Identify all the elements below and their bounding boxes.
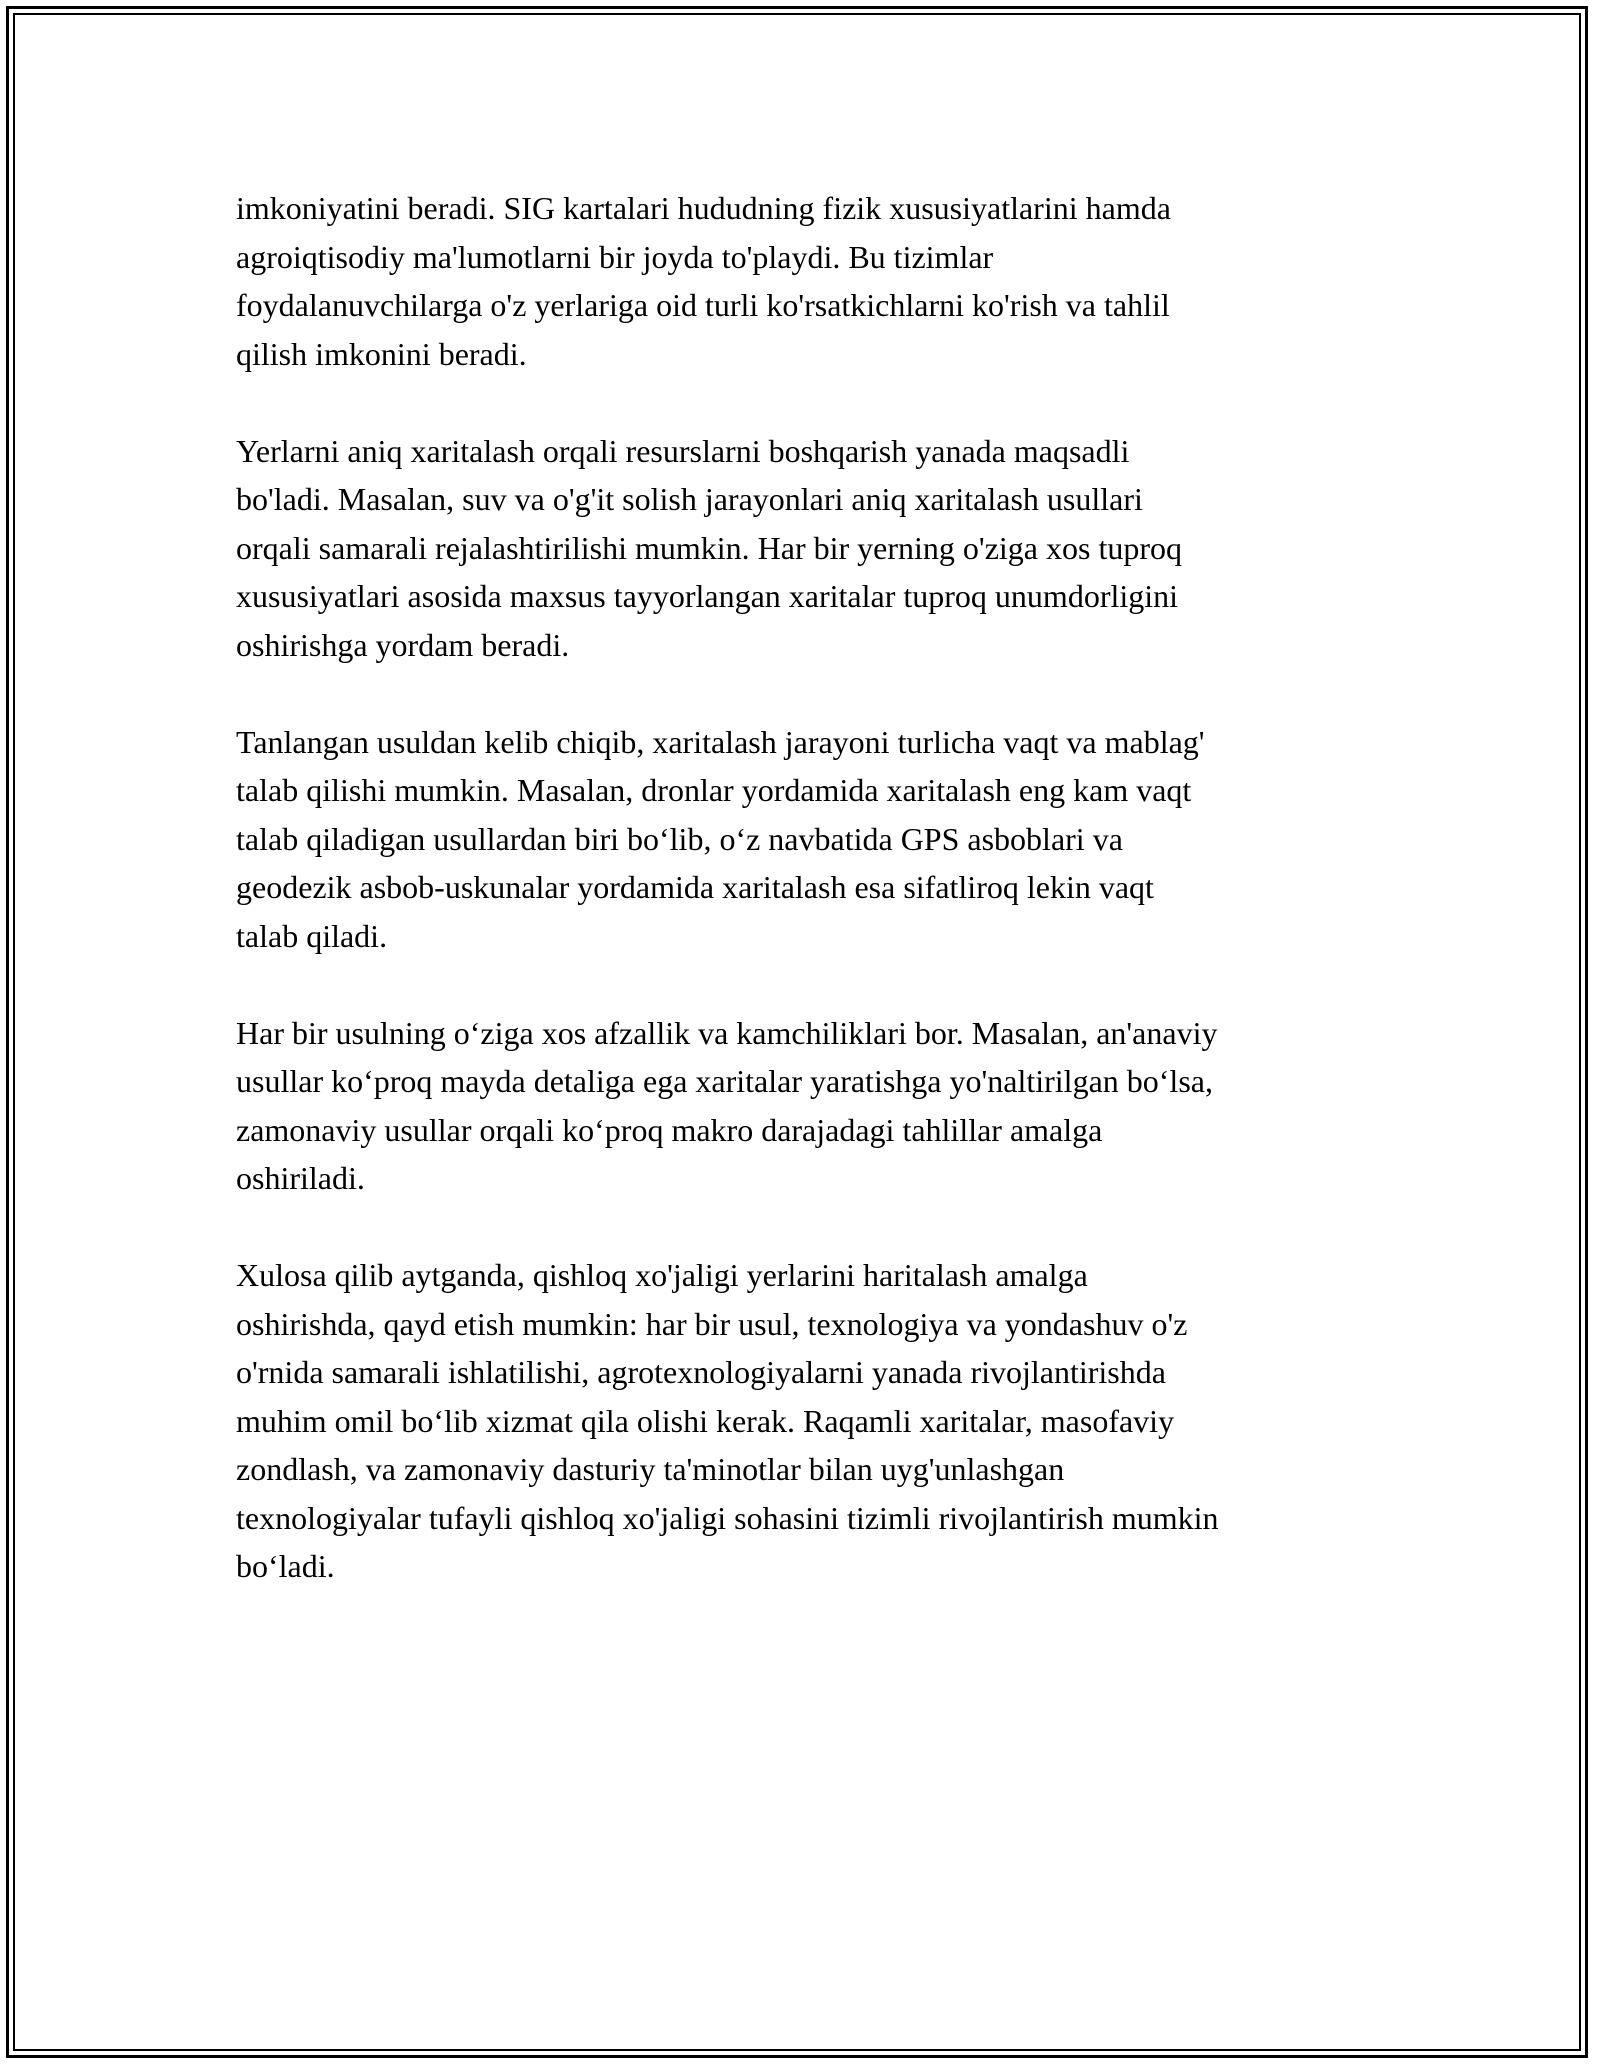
text-line: orqali samarali rejalashtirilishi mumkin. Har bir yerning o'ziga xos tuproq <box>236 529 1182 566</box>
text-line: Xulosa qilib aytganda, qishloq xo'jaligi yerlarini haritalash amalga <box>236 1257 1088 1293</box>
text-line: Tanlangan usuldan kelib chiqib, xaritalash jarayoni turlicha vaqt va mablag' <box>236 723 1205 760</box>
text-line: bo‘ladi. <box>236 1548 335 1584</box>
text-line: usullar ko‘proq mayda detaliga ega xaritalar yaratishga yo'naltirilgan bo‘lsa, <box>236 1063 1213 1099</box>
text-line: texnologiyalar tufayli qishloq xo'jaligi sohasini tizimli rivojlantirish mumkin <box>236 1499 1219 1536</box>
paragraph-1 <box>236 184 1386 378</box>
text-line: qilish imkonini beradi. <box>236 335 527 372</box>
document-body <box>236 184 1386 1639</box>
text-line: talab qilishi mumkin. Masalan, dronlar yordamida xaritalash eng kam vaqt <box>236 772 1192 808</box>
text-line: Har bir usulning o‘ziga xos afzallik va kamchiliklari bor. Masalan, an'anaviy <box>236 1014 1218 1051</box>
paragraph-2 <box>236 427 1386 670</box>
paragraph-5 <box>236 1251 1386 1591</box>
text-line: oshiriladi. <box>236 1160 365 1196</box>
text-line: bo'ladi. Masalan, suv va o'g'it solish jarayonlari aniq xaritalash usullari <box>236 481 1143 517</box>
text-line: talab qiladi. <box>236 917 388 954</box>
text-line: zamonaviy usullar orqali ko‘proq makro darajadagi tahlillar amalga <box>236 1111 1103 1148</box>
text-line: zondlash, va zamonaviy dasturiy ta'minotlar bilan uyg'unlashgan <box>236 1451 1065 1487</box>
text-line: oshirishda, qayd etish mumkin: har bir usul, texnologiya va yondashuv o'z <box>236 1305 1188 1342</box>
text-line: imkoniyatini beradi. SIG kartalari hududning fizik xususiyatlarini hamda <box>236 190 1171 226</box>
text-line: xususiyatlari asosida maxsus tayyorlangan xaritalar tuproq unumdorligini <box>236 578 1179 614</box>
paragraph-3 <box>236 718 1386 961</box>
text-line: muhim omil bo‘lib xizmat qila olishi kerak. Raqamli xaritalar, masofaviy <box>236 1402 1175 1439</box>
text-line: talab qiladigan usullardan biri bo‘lib, o‘z navbatida GPS asboblari va <box>236 820 1123 857</box>
text-line: Yerlarni aniq xaritalash orqali resurslarni boshqarish yanada maqsadli <box>236 432 1130 469</box>
paragraph-4 <box>236 1009 1386 1203</box>
text-line: o'rnida samarali ishlatilishi, agrotexnologiyalarni yanada rivojlantirishda <box>236 1354 1166 1390</box>
text-line: agroiqtisodiy ma'lumotlarni bir joyda to'playdi. Bu tizimlar <box>236 238 994 275</box>
text-line: geodezik asbob-uskunalar yordamida xaritalash esa sifatliroq lekin vaqt <box>236 869 1154 905</box>
text-line: oshirishga yordam beradi. <box>236 626 570 663</box>
text-line: foydalanuvchilarga o'z yerlariga oid turli ko'rsatkichlarni ko'rish va tahlil <box>236 287 1170 323</box>
